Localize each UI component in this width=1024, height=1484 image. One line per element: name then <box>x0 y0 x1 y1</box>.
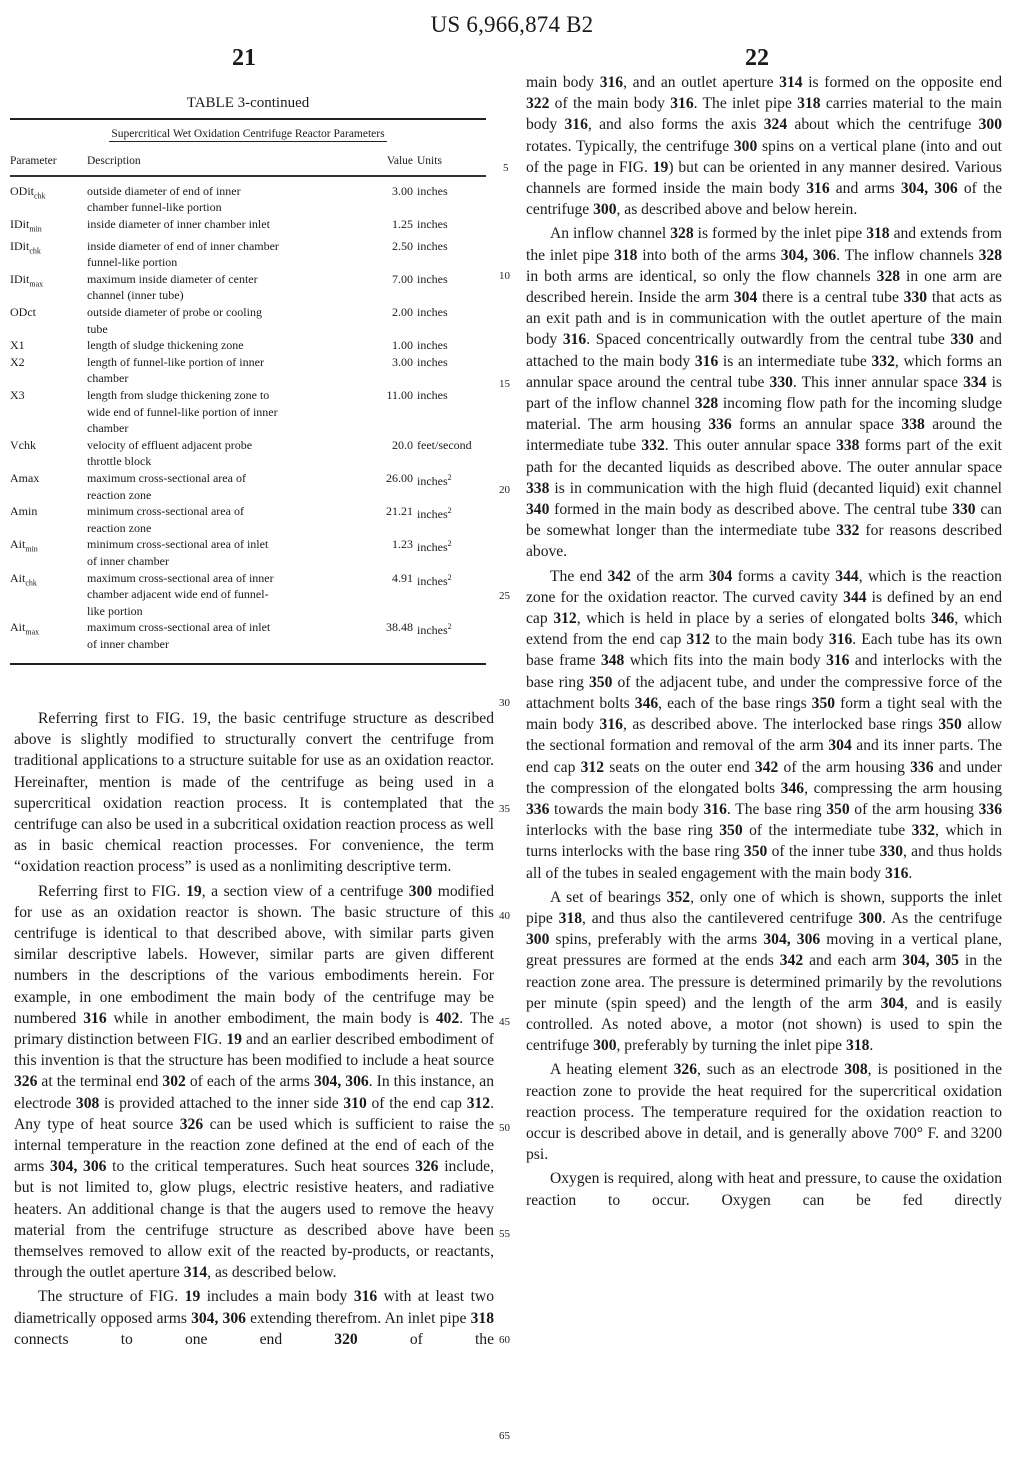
reference-numeral: 326 <box>14 1073 38 1091</box>
reference-numeral: 346 <box>930 610 955 628</box>
parameter-symbol <box>10 536 87 569</box>
right-column-paragraph: main body 316, and an outlet aperture 314 is formed on the opposite end 322 of the main body 316. The inlet pipe 318 carries material to the main body 316, and also forms the axis 324 about which the centrifuge 300 rotates. Typically, the centrifuge 300 spins on a vertical plane (into and out of the page in FIG. 19) but can be oriented in any manner desired. Various channels are formed inside the main body 316 and arms 304, 306 of the centrifuge 300, as described above and below herein. <box>526 74 1003 219</box>
reference-numeral: 330 <box>903 289 928 307</box>
parameter-description <box>87 619 355 652</box>
description-line: minimum cross-sectional area of inlet <box>87 537 269 552</box>
right-column-body <box>526 72 1002 1211</box>
parameter-name: Ait <box>10 537 26 552</box>
parameter-description <box>87 503 355 536</box>
parameter-description <box>87 570 355 620</box>
reference-numeral: 336 <box>978 800 1002 818</box>
reference-numeral: 336 <box>526 800 550 818</box>
reference-numeral: 320 <box>334 1330 358 1348</box>
units-text: inches <box>417 507 448 522</box>
left-column-paragraph: Referring first to FIG. 19, a section view of a centrifuge 300 modified for use as an oxidation reactor is shown. The basic structure of this centrifuge is identical to that described above, with similar parts given similar descriptive labels. However, similar parts are given different numbers in the descriptions of the various embodiments herein. For example, in one embodiment the main body of the centrifuge may be numbered 316 while in another embodiment, the main body is 402. The primary distinction between FIG. 19 and an earlier described embodiment of this invention is that the structure has been modified to include a heat source 326 at the terminal end 302 of each of the arms 304, 306. In this instance, an electrode 308 is provided attached to the inner side 310 of the end cap 312. Any type of heat source 326 can be used which is sufficient to raise the internal temperature in the reaction zone defined at the end of each of the arms 304, 306 to the critical temperatures. Such heat sources 326 include, but is not limited to, glow plugs, electric resistive heaters, and radiative heaters. An additional change is that the augers used to remove the heavy material from the centrifuge structure as described above have been themselves removed to allow exit of the reacted by-products, or reactants, through the outlet aperture 314, as described below. <box>14 882 495 1282</box>
reference-numeral: 19 <box>186 882 202 900</box>
table-row <box>10 183 486 216</box>
reference-numeral: 312 <box>580 758 605 776</box>
line-number: 30 <box>499 697 510 709</box>
parameter-subscript: chk <box>29 246 41 256</box>
header-description: Description <box>87 155 141 167</box>
parameter-symbol <box>10 619 87 652</box>
reference-numeral: 308 <box>844 1061 868 1079</box>
reference-numeral: 316 <box>826 652 850 670</box>
parameter-value: 1.25 <box>392 216 413 231</box>
parameter-value: 20.0 <box>392 437 413 452</box>
parameter-units <box>413 183 486 216</box>
reference-numeral: 316 <box>353 1288 378 1306</box>
table-caption-text: Supercritical Wet Oxidation Centrifuge Reactor Parameters <box>111 128 385 140</box>
table-bottom-rule <box>10 663 486 665</box>
table-row <box>10 304 486 337</box>
right-column-paragraph: Oxygen is required, along with heat and pressure, to cause the oxidation reaction to occur. Oxygen can be fed directly <box>526 1170 1002 1209</box>
left-column-paragraph: Referring first to FIG. 19, the basic centrifuge structure as described above is slightly modified to structurally convert the centrifuge from traditional applications to a structure suitable for use as an oxidation reactor. Hereinafter, mention is made of the centrifuge as being used in a supercritical oxidation reaction process. It is contemplated that the centrifuge can also be used in a subcritical oxidation reaction process as well as in basic chemical reaction processes. For convenience, the term “oxidation reaction process” is used as a nonlimiting descriptive term. <box>14 710 494 876</box>
parameter-units <box>413 354 486 387</box>
description-line: length of funnel-like portion of inner <box>87 354 264 369</box>
reference-numeral: 340 <box>526 501 550 519</box>
description-line: like portion <box>87 603 143 618</box>
parameter-subscript: min <box>29 224 42 234</box>
description-line: reaction zone <box>87 487 152 502</box>
reference-numeral: 322 <box>526 95 550 113</box>
line-number: 65 <box>499 1430 510 1442</box>
reference-numeral: 324 <box>763 116 788 134</box>
reference-numeral: 318 <box>470 1309 494 1327</box>
reference-numeral: 328 <box>670 225 694 243</box>
parameter-symbol <box>10 503 87 536</box>
reference-numeral: 312 <box>686 631 710 649</box>
table-row <box>10 354 486 387</box>
table-title: TABLE 3-continued <box>186 95 310 111</box>
parameter-subscript: chk <box>25 577 37 587</box>
parameter-name: X1 <box>10 338 25 353</box>
reference-numeral: 304, 305 <box>902 952 959 970</box>
description-line: chamber <box>87 371 129 386</box>
parameter-subscript: max <box>25 627 40 637</box>
parameter-name: Ait <box>10 620 26 635</box>
reference-numeral: 328 <box>978 246 1003 264</box>
reference-numeral: 350 <box>826 800 850 818</box>
description-line: length from sludge thickening zone to <box>87 388 270 403</box>
reference-numeral: 316 <box>564 116 588 134</box>
line-number: 50 <box>499 1122 510 1134</box>
parameter-units <box>413 437 486 470</box>
reference-numeral: 318 <box>558 909 583 927</box>
description-line: inside diameter of end of inner chamber <box>87 238 279 253</box>
reference-numeral: 300 <box>593 201 617 219</box>
reference-numeral: 338 <box>901 416 925 434</box>
parameter-description <box>87 238 355 271</box>
reference-numeral: 318 <box>614 246 638 264</box>
parameter-name: ODct <box>10 305 36 320</box>
reference-numeral: 350 <box>743 843 768 861</box>
line-number: 15 <box>499 378 510 390</box>
parameter-units <box>413 387 486 437</box>
reference-numeral: 304, 306 <box>780 246 837 264</box>
table-row <box>10 238 486 271</box>
reference-numeral: 336 <box>708 416 732 434</box>
reference-numeral: 332 <box>641 437 665 455</box>
table-row <box>10 503 486 536</box>
left-column-body <box>14 708 494 1350</box>
description-line: tube <box>87 321 108 336</box>
reference-numeral: 304 <box>733 289 758 307</box>
reference-numeral: 304, 306 <box>191 1309 246 1327</box>
parameter-value: 38.48 <box>386 620 413 635</box>
description-line: maximum cross-sectional area of inner <box>87 570 274 585</box>
line-number: 10 <box>499 270 510 282</box>
units-text: inches <box>417 473 448 488</box>
reference-numeral: 300 <box>858 909 882 927</box>
units-text: feet/second <box>417 437 472 452</box>
column-number-right: 22 <box>745 45 769 71</box>
reference-numeral: 304, 306 <box>900 180 958 198</box>
reference-numeral: 332 <box>871 352 895 370</box>
line-number: 45 <box>499 1016 510 1028</box>
parameter-description <box>87 271 355 304</box>
reference-numeral: 312 <box>466 1094 491 1112</box>
parameter-units <box>413 470 486 503</box>
reference-numeral: 304, 306 <box>313 1073 369 1091</box>
right-column-paragraph: A set of bearings 352, only one of which is shown, supports the inlet pipe 318, and thus also the cantilevered centrifuge 300. As the centrifuge 300 spins, preferably with the arms 304, 306 moving in a vertical plane, great pressures are formed at the ends 342 and each arm 304, 305 in the reaction zone area. The pressure is determined primarily by the revolutions per minute (spin speed) and the length of the arm 304, and is easily controlled. As noted above, a motor (not shown) is used to spin the centrifuge 300, preferably by turning the inlet pipe 318. <box>526 888 1002 1055</box>
table-header-rule <box>10 175 486 177</box>
reference-numeral: 350 <box>938 716 962 734</box>
parameter-symbol <box>10 387 87 437</box>
reference-numeral: 300 <box>593 1037 617 1055</box>
table-header-row <box>10 155 496 173</box>
parameter-description <box>87 536 355 569</box>
table-row <box>10 536 486 569</box>
reference-numeral: 312 <box>553 610 577 628</box>
table-row <box>10 337 486 354</box>
parameter-symbol <box>10 304 87 337</box>
reference-numeral: 304 <box>708 567 733 585</box>
reference-numeral: 316 <box>806 180 830 198</box>
parameter-description <box>87 304 355 337</box>
parameter-symbol <box>10 271 87 304</box>
units-superscript: 2 <box>447 572 452 582</box>
line-number: 20 <box>499 484 510 496</box>
header-units: Units <box>417 155 442 167</box>
reference-numeral: 316 <box>562 331 587 349</box>
parameter-name: ODit <box>10 183 34 198</box>
parameter-description <box>87 387 355 437</box>
description-line: of inner chamber <box>87 553 169 568</box>
units-text: inches <box>417 573 448 588</box>
parameter-description <box>87 183 355 216</box>
parameter-subscript: max <box>29 279 44 289</box>
table-row <box>10 216 486 238</box>
reference-numeral: 326 <box>673 1061 697 1079</box>
line-number: 35 <box>499 803 510 815</box>
table-top-rule <box>10 118 486 120</box>
parameter-value: 11.00 <box>386 388 413 403</box>
reference-numeral: 316 <box>885 864 909 882</box>
reference-numeral: 344 <box>843 588 867 606</box>
reference-numeral: 316 <box>703 800 727 818</box>
parameter-symbol <box>10 183 87 216</box>
reference-numeral: 348 <box>600 652 625 670</box>
reference-numeral: 304, 306 <box>763 931 821 949</box>
description-line: funnel-like portion <box>87 255 178 270</box>
table-caption <box>10 128 486 140</box>
line-number: 25 <box>499 590 510 602</box>
reference-numeral: 304 <box>880 994 904 1012</box>
description-line: outside diameter of probe or cooling <box>87 305 262 320</box>
left-column-paragraph: The structure of FIG. 19 includes a main body 316 with at least two diametrically opposed arms 304, 306 extending therefrom. An inlet pipe 318 connects to one end 320 of the <box>14 1288 494 1348</box>
parameter-name: Amax <box>10 470 40 485</box>
description-line: inside diameter of inner chamber inlet <box>87 216 270 231</box>
parameter-value: 4.91 <box>392 570 413 585</box>
units-text: inches <box>417 540 448 555</box>
units-text: inches <box>417 183 448 198</box>
parameter-symbol <box>10 216 87 238</box>
parameter-units <box>413 619 486 652</box>
parameter-table <box>10 183 486 653</box>
parameter-name: Ait <box>10 570 26 585</box>
column-number-left: 21 <box>232 45 256 71</box>
header-value: Value <box>386 155 413 167</box>
parameter-units <box>413 304 486 337</box>
parameter-symbol <box>10 470 87 503</box>
line-number: 55 <box>499 1228 510 1240</box>
table-row <box>10 619 486 652</box>
parameter-value: 2.00 <box>392 305 413 320</box>
reference-numeral: 350 <box>588 673 613 691</box>
parameter-description <box>87 437 355 470</box>
reference-numeral: 316 <box>828 631 853 649</box>
reference-numeral: 402 <box>435 1009 460 1027</box>
line-number: 40 <box>499 910 510 922</box>
units-superscript: 2 <box>447 506 452 516</box>
parameter-units <box>413 238 486 271</box>
reference-numeral: 350 <box>811 694 836 712</box>
reference-numeral: 330 <box>879 843 903 861</box>
reference-numeral: 342 <box>754 758 779 776</box>
parameter-name: X2 <box>10 354 25 369</box>
parameter-symbol <box>10 354 87 387</box>
reference-numeral: 344 <box>835 567 859 585</box>
parameter-symbol <box>10 570 87 620</box>
line-number: 5 <box>503 162 509 174</box>
parameter-symbol <box>10 437 87 470</box>
units-superscript: 2 <box>447 622 452 632</box>
parameter-name: IDit <box>10 216 30 231</box>
reference-numeral: 352 <box>666 888 691 906</box>
reference-numeral: 326 <box>415 1158 439 1176</box>
reference-numeral: 19 <box>652 158 669 176</box>
parameter-units <box>413 536 486 569</box>
header-parameter: Parameter <box>10 155 57 167</box>
description-line: maximum cross-sectional area of <box>87 470 246 485</box>
right-column-paragraph: An inflow channel 328 is formed by the inlet pipe 318 and extends from the inlet pipe 318 into both of the arms 304, 306. The inflow channels 328 in both arms are identical, so only the flow channels 328 in one arm are described herein. Inside the arm 304 there is a central tube 330 that acts as an exit path and is in communication with the outlet aperture of the main body 316. Spaced concentrically outwardly from the central tube 330 and attached to the main body 316 is an intermediate tube 332, which forms an annular space around the central tube 330. This inner annular space 334 is part of the inflow channel 328 incoming flow path for the incoming sludge material. The arm housing 336 forms an annular space 338 around the intermediate tube 332. This outer annular space 338 forms part of the exit path for the decanted liquids as described above. The outer annular space 338 is in communication with the high fluid (decanted liquid) exit channel 340 formed in the main body as described above. The central tube 330 can be somewhat longer than the intermediate tube 332 for reasons described above. <box>526 225 1003 561</box>
description-line: minimum cross-sectional area of <box>87 504 244 519</box>
description-line: maximum inside diameter of center <box>87 271 258 286</box>
reference-numeral: 330 <box>950 331 974 349</box>
reference-numeral: 316 <box>83 1009 107 1027</box>
reference-numeral: 318 <box>866 225 890 243</box>
units-text: inches <box>417 338 448 353</box>
reference-numeral: 302 <box>162 1073 186 1091</box>
patent-number: US 6,966,874 B2 <box>430 12 594 37</box>
description-line: chamber <box>87 421 129 436</box>
units-text: inches <box>417 271 448 286</box>
description-line: wide end of funnel-like portion of inner <box>87 404 278 419</box>
reference-numeral: 318 <box>846 1037 870 1055</box>
reference-numeral: 19 <box>226 1031 242 1049</box>
parameter-value: 1.23 <box>392 537 413 552</box>
reference-numeral: 328 <box>876 267 901 285</box>
reference-numeral: 19 <box>184 1288 201 1306</box>
table-row <box>10 271 486 304</box>
parameter-symbol <box>10 238 87 271</box>
right-column-paragraph: A heating element 326, such as an electrode 308, is positioned in the reaction zone to provide the heat required for the supercritical oxidation reaction process. The temperature required for the oxidation reaction to occur is described above in detail, and is generally above 700° F. and 3200 psi. <box>526 1061 1002 1164</box>
parameter-name: X3 <box>10 388 25 403</box>
reference-numeral: 332 <box>836 522 860 540</box>
description-line: chamber funnel-like portion <box>87 200 222 215</box>
description-line: maximum cross-sectional area of inlet <box>87 620 271 635</box>
reference-numeral: 330 <box>952 501 976 519</box>
parameter-value: 2.50 <box>392 238 413 253</box>
reference-numeral: 350 <box>719 822 743 840</box>
right-column-paragraph: The end 342 of the arm 304 forms a cavity 344, which is the reaction zone for the oxidation reactor. The curved cavity 344 is defined by an end cap 312, which is held in place by a series of elongated bolts 346, which extend from the end cap 312 to the main body 316. Each tube has its own base frame 348 which fits into the main body 316 and interlocks with the base ring 350 of the adjacent tube, and under the compressive force of the attachment bolts 346, each of the base rings 350 form a tight seal with the main body 316, as described above. The interlocked base rings 350 allow the sectional formation and removal of the arm 304 and its inner parts. The end cap 312 seats on the outer end 342 of the arm housing 336 and under the compression of the elongated bolts 346, compressing the arm housing 336 towards the main body 316. The base ring 350 of the arm housing 336 interlocks with the base ring 350 of the intermediate tube 332, which in turns interlocks with the base ring 350 of the inner tube 330, and thus holds all of the tubes in sealed engagement with the main body 316. <box>526 567 1003 882</box>
reference-numeral: 318 <box>797 95 821 113</box>
reference-numeral: 314 <box>183 1264 208 1282</box>
parameter-units <box>413 271 486 304</box>
units-text: inches <box>417 354 448 369</box>
parameter-value: 3.00 <box>392 354 413 369</box>
parameter-subscript: min <box>25 544 38 554</box>
reference-numeral: 338 <box>836 437 860 455</box>
parameter-units <box>413 570 486 620</box>
description-line: length of sludge thickening zone <box>87 338 244 353</box>
table-row <box>10 387 486 437</box>
parameter-subscript: chk <box>34 190 46 200</box>
parameter-units <box>413 503 486 536</box>
parameter-description <box>87 216 355 238</box>
units-text: inches <box>417 305 448 320</box>
parameter-name: Vchk <box>10 437 36 452</box>
reference-numeral: 310 <box>343 1094 367 1112</box>
reference-numeral: 304, 306 <box>50 1158 107 1176</box>
units-superscript: 2 <box>447 472 452 482</box>
description-line: channel (inner tube) <box>87 288 184 303</box>
parameter-description <box>87 354 355 387</box>
parameter-value: 7.00 <box>392 271 413 286</box>
units-text: inches <box>417 388 448 403</box>
table-row <box>10 470 486 503</box>
reference-numeral: 308 <box>75 1094 100 1112</box>
parameter-name: IDit <box>10 271 30 286</box>
reference-numeral: 334 <box>963 373 987 391</box>
reference-numeral: 330 <box>769 373 793 391</box>
description-line: chamber adjacent wide end of funnel- <box>87 587 269 602</box>
parameter-value: 21.21 <box>386 504 413 519</box>
description-line: velocity of effluent adjacent probe <box>87 437 253 452</box>
parameter-name: IDit <box>10 238 30 253</box>
parameter-units <box>413 337 486 354</box>
parameter-symbol <box>10 337 87 354</box>
units-superscript: 2 <box>447 539 452 549</box>
reference-numeral: 346 <box>634 694 659 712</box>
units-text: inches <box>417 216 448 231</box>
units-text: inches <box>417 238 448 253</box>
reference-numeral: 342 <box>607 567 631 585</box>
parameter-description <box>87 470 355 503</box>
description-line: reaction zone <box>87 520 152 535</box>
reference-numeral: 342 <box>779 952 804 970</box>
reference-numeral: 336 <box>910 758 934 776</box>
parameter-value: 26.00 <box>386 470 413 485</box>
reference-numeral: 346 <box>780 779 805 797</box>
table-row <box>10 437 486 470</box>
reference-numeral: 328 <box>694 395 719 413</box>
parameter-name: Amin <box>10 504 38 519</box>
reference-numeral: 316 <box>599 74 624 91</box>
description-line: throttle block <box>87 454 152 469</box>
description-line: outside diameter of end of inner <box>87 183 241 198</box>
reference-numeral: 300 <box>526 931 550 949</box>
reference-numeral: 314 <box>779 74 803 91</box>
reference-numeral: 316 <box>670 95 694 113</box>
line-number: 60 <box>499 1334 510 1346</box>
parameter-value: 3.00 <box>392 183 413 198</box>
description-line: of inner chamber <box>87 636 169 651</box>
parameter-units <box>413 216 486 238</box>
reference-numeral: 300 <box>978 116 1002 134</box>
parameter-description <box>87 337 355 354</box>
reference-numeral: 338 <box>526 479 550 497</box>
units-text: inches <box>417 623 448 638</box>
parameter-value: 1.00 <box>392 338 413 353</box>
table-row <box>10 570 486 620</box>
reference-numeral: 300 <box>733 137 758 155</box>
left-column-table-section <box>10 95 496 665</box>
reference-numeral: 316 <box>599 716 623 734</box>
reference-numeral: 332 <box>911 822 935 840</box>
reference-numeral: 326 <box>179 1115 204 1133</box>
reference-numeral: 316 <box>694 352 719 370</box>
reference-numeral: 304 <box>828 737 852 755</box>
reference-numeral: 300 <box>408 882 433 900</box>
